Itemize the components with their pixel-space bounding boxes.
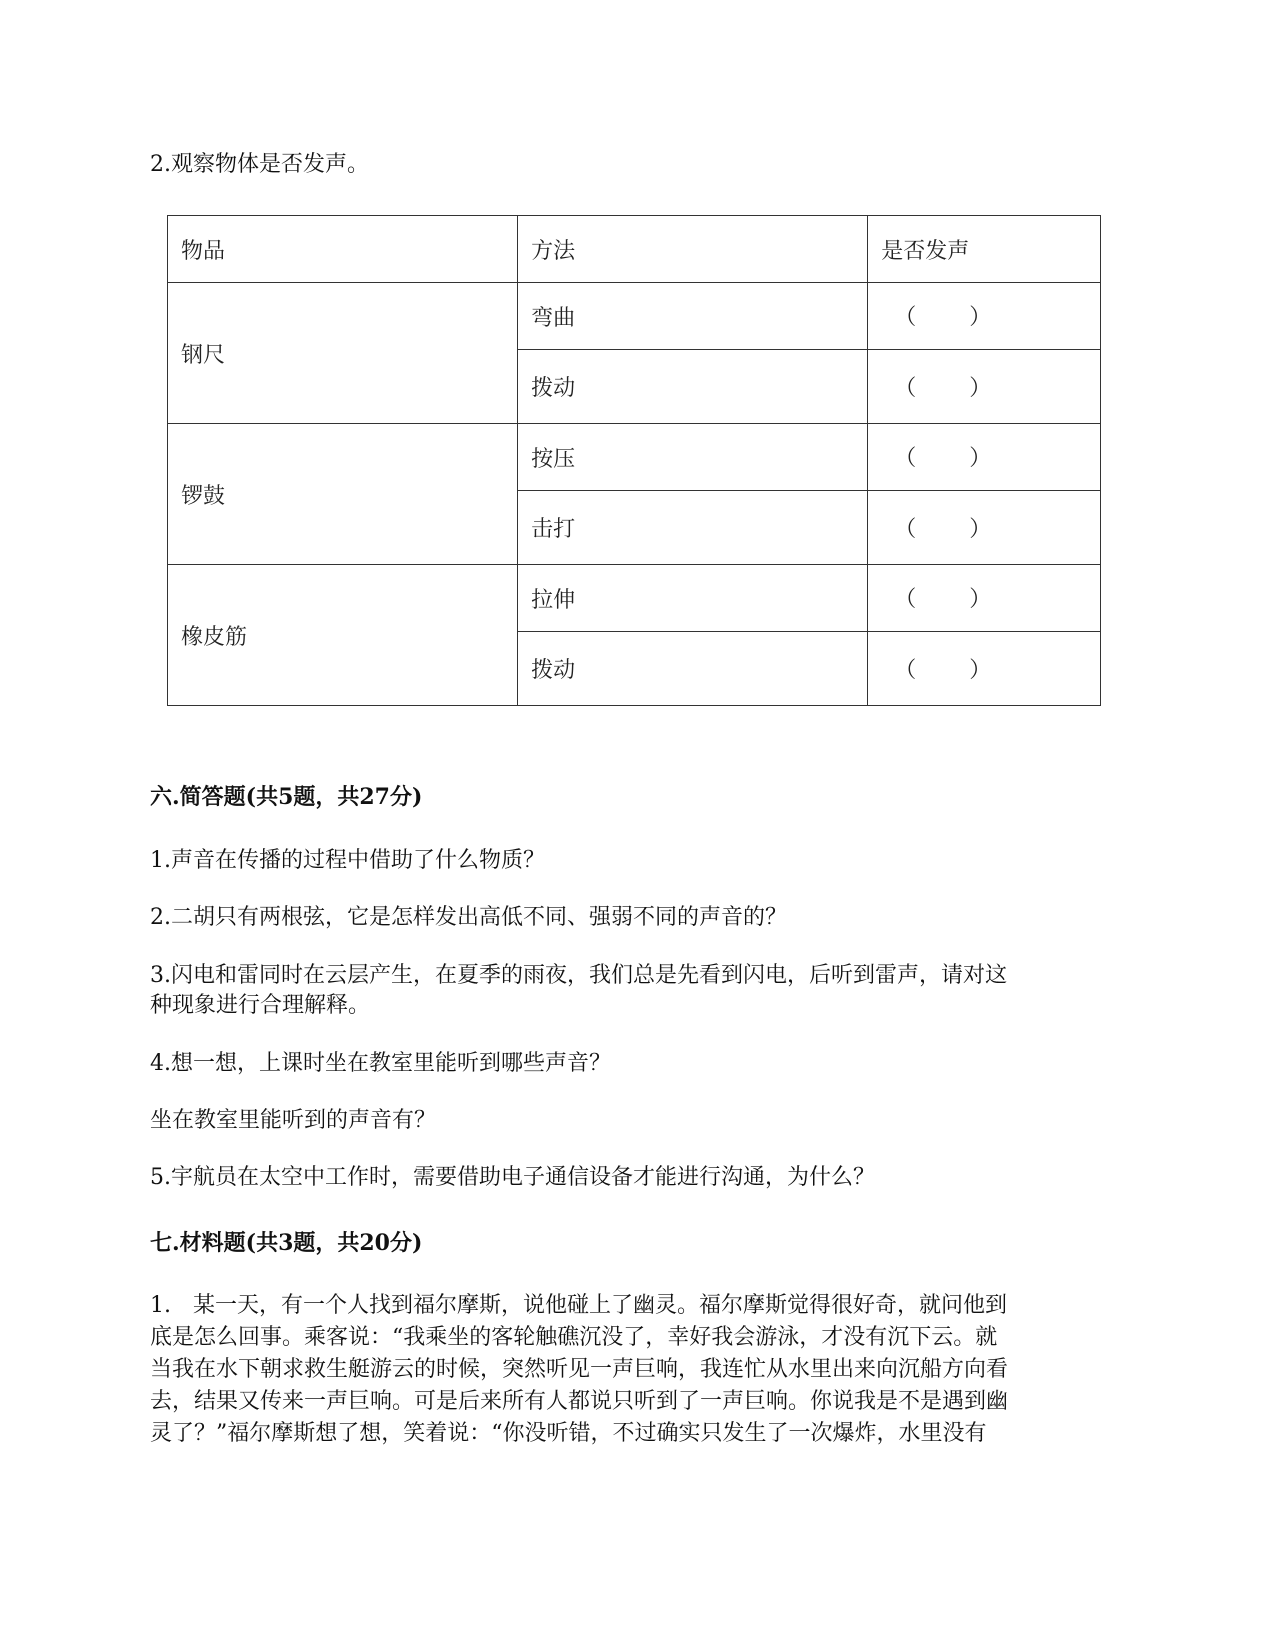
section-6-heading: 六.简答题(共5题，共27分) xyxy=(150,784,423,810)
short-answer-q2: 2.二胡只有两根弦，它是怎样发出高低不同、强弱不同的声音的？ xyxy=(150,905,787,930)
method-cell: 拨动 xyxy=(518,632,868,706)
short-answer-q1: 1.声音在传播的过程中借助了什么物质？ xyxy=(150,848,545,873)
method-cell: 按压 xyxy=(518,424,868,491)
answer-blank[interactable]: （ ） xyxy=(868,632,1101,706)
answer-blank[interactable]: （ ） xyxy=(868,424,1101,491)
paragraph-line: 去，结果又传来一声巨响。可是后来所有人都说只听到了一声巨响。你说我是不是遇到幽 xyxy=(150,1389,1009,1414)
method-cell: 击打 xyxy=(518,491,868,565)
method-cell: 拨动 xyxy=(518,350,868,424)
short-answer-q4: 4.想一想，上课时坐在教室里能听到哪些声音？ xyxy=(150,1051,611,1076)
table-header-row xyxy=(168,216,1101,283)
table-row xyxy=(168,283,1101,350)
header-item: 物品 xyxy=(168,216,518,283)
table-row xyxy=(168,424,1101,491)
material-paragraph-1 xyxy=(150,1290,1130,1450)
short-answer-q3-line2: 种现象进行合理解释。 xyxy=(150,993,371,1018)
answer-blank[interactable]: （ ） xyxy=(868,565,1101,632)
answer-blank[interactable]: （ ） xyxy=(868,283,1101,350)
paragraph-line: 当我在水下朝求救生艇游云的时候，突然听见一声巨响，我连忙从水里出来向沉船方向看 xyxy=(150,1357,1009,1382)
item-cell: 钢尺 xyxy=(168,283,518,424)
table-row xyxy=(168,565,1101,632)
sound-observation-table xyxy=(167,215,1101,706)
header-method: 方法 xyxy=(518,216,868,283)
question-2-title: 2.观察物体是否发声。 xyxy=(150,152,369,177)
method-cell: 弯曲 xyxy=(518,283,868,350)
paragraph-line: 底是怎么回事。乘客说：“我乘坐的客轮触礁沉没了，幸好我会游泳，才没有沉下云。就 xyxy=(150,1325,998,1350)
item-cell: 橡皮筋 xyxy=(168,565,518,706)
short-answer-q4-sub: 坐在教室里能听到的声音有？ xyxy=(150,1108,437,1133)
short-answer-q3-line1: 3.闪电和雷同时在云层产生，在夏季的雨夜，我们总是先看到闪电，后听到雷声，请对这 xyxy=(150,963,1007,988)
paragraph-line: 灵了？”福尔摩斯想了想，笑着说：“你没听错，不过确实只发生了一次爆炸，水里没有 xyxy=(150,1421,987,1446)
header-sound: 是否发声 xyxy=(868,216,1101,283)
method-cell: 拉伸 xyxy=(518,565,868,632)
section-7-heading: 七.材料题(共3题，共20分) xyxy=(150,1230,423,1256)
item-cell: 锣鼓 xyxy=(168,424,518,565)
answer-blank[interactable]: （ ） xyxy=(868,491,1101,565)
short-answer-q5: 5.宇航员在太空中工作时，需要借助电子通信设备才能进行沟通，为什么？ xyxy=(150,1165,875,1190)
paragraph-line: 1. 某一天，有一个人找到福尔摩斯，说他碰上了幽灵。福尔摩斯觉得很好奇，就问他到 xyxy=(150,1293,1007,1318)
answer-blank[interactable]: （ ） xyxy=(868,350,1101,424)
